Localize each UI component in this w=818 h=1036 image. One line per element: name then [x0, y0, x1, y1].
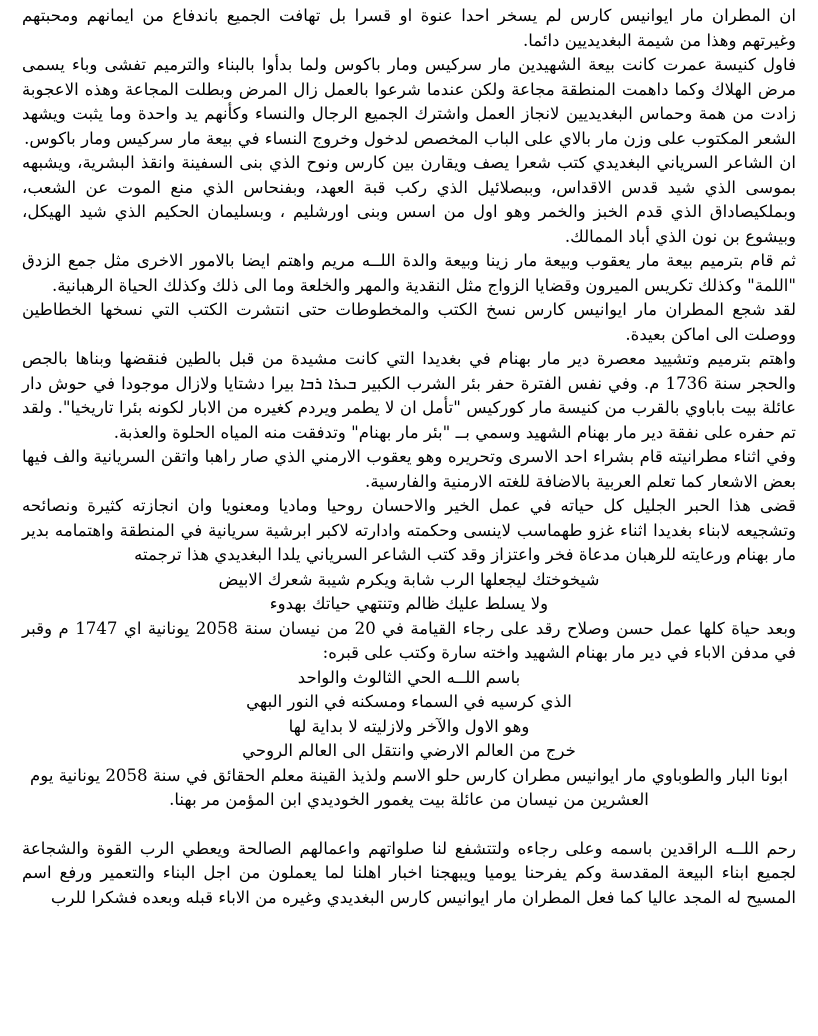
epitaph-line: خرج من العالم الارضي وانتقل الى العالم الروحي	[242, 741, 576, 760]
paragraph-2: فاول كنيسة عمرت كانت بيعة الشهيدين مار سركيس ومار باكوس ولما بدأوا بالبناء والترميم تفشى وباء يسمى مرض الهلاك وكما داهمت المنطقة مجاعة ولكن عندما شرعوا بالعمل زال المرض وبطلت المجاعة وهذه الاعجوبة زادت من همة وحماس البغديديين لانجاز العمل واشترك الجميع الرجال والنساء وكأنهم يد واحدة وما يثبت ويشهد الشعر المكتوب على وزن مار بالاي على الباب المخصص لدخول وخروج النساء في بيعة مار سركيس ومار باكوس.	[22, 55, 796, 148]
poem-line: ولا يسلط عليك ظالم وتنتهي حياتك بهدوء	[269, 594, 549, 613]
paragraph-8: قضى هذا الحبر الجليل كل حياته في عمل الخير والاحسان روحيا وماديا ومعنويا وان انجازته كثيرة ونصائحه وتشجيعه لابناء بغديدا اثناء غزو طهماسب لاينسى وحكمته وادارته لاكبر ابرشية سريانية في المنطقة واهتمامه بدير مار بهنام ورعايته للرهبان مدعاة فخر واعتزاز وقد كتب الشاعر السرياني يلدا البغديدي هذا ترجمته	[22, 496, 796, 564]
paragraph-6: واهتم بترميم وتشييد معصرة دير مار بهنام في بغديدا التي كانت مشيدة من قبل بالطين فنقضها وبناها بالجص والحجر سنة 1736 م. وفي نفس الفترة حفر بئر الشرب الكبير ܒܝܪܐ ܪܒܐ بيرا دشتايا ولازال موجودا في حوش دار عائلة بيت باباوي بالقرب من كنيسة مار كوركيس "تأمل ان لا يطمر ويردم كغيره من الابار لكونه بئرا تاريخيا". ولقد تم حفره على نفقة دير مار بهنام الشهيد وسمي بــ "بئر مار بهنام" وتدفقت منه المياه الحلوة والعذبة.	[22, 349, 796, 442]
paragraph-5: لقد شجع المطران مار ايوانيس كارس نسخ الكتب والمخطوطات حتى انتشرت الكتب التي نسخها الخطاطين ووصلت الى اماكن بعيدة.	[22, 300, 796, 344]
paragraph-spacer	[22, 813, 796, 837]
poem-block	[22, 568, 796, 617]
poem-line: شيخوختك ليجعلها الرب شابة ويكرم شيبة شعرك الابيض	[218, 569, 600, 589]
paragraph-9: وبعد حياة كلها عمل حسن وصلاح رقد على رجاء القيامة في 20 من نيسان سنة 2058 يونانية اي 1747 م وقبر في مدفن الاباء في دير مار بهنام الشهيد واخته سارة وكتب على قبره:	[22, 618, 796, 662]
paragraph-3: ان الشاعر السرياني البغديدي كتب شعرا يصف ويقارن بين كارس ونوح الذي بنى السفينة وانقذ البشرية، ويشبهه بموسى الذي شيد قدس الاقداس، وببصلائيل الذي ركب قبة العهد، وبفنحاس الذي منع الموت عن الشعب، وبملكيصاداق الذي قدم الخبز والخمر وهو اول من اسس وبنى اورشليم ، وبسليمان الحكيم الذي شيد الهيكل، وبيشوع بن نون الذي أباد الممالك.	[22, 153, 796, 246]
epitaph-line: باسم اللــه الحي الثالوث والواحد	[297, 667, 521, 687]
paragraph-10: رحم اللــه الراقدين باسمه وعلى رجاءه ولتتشفع لنا صلواتهم واعمالهم الصالحة ويعطي الرب القوة والشجاعة لجميع ابناء البيعة المقدسة وكم يفرحنا يوميا ويبهجنا اخبار اهلنا لما يعملون من اجل البناء والتعمير ورفع اسم المسيح له المجد عاليا كما فعل المطران مار ايوانيس كارس البغديدي وغيره من الاباء قبله وبعده فشكرا للرب	[22, 838, 797, 907]
paragraph-4: ثم قام بترميم بيعة مار يعقوب وبيعة مار زينا وبيعة والدة اللــه مريم واهتم ايضا بالامور الاخرى مثل جمع الزدق "اللمة" وكذلك تكريس الميرون وقضايا الزواج مثل النقدية والمهر والخلعة وما الى ذلك وكذلك الحياة الرهبانية.	[22, 251, 796, 295]
epitaph-line: الذي كرسيه في السماء ومسكنه في النور البهي	[246, 692, 572, 711]
paragraph-1: ان المطران مار ايوانيس كارس لم يسخر احدا عنوة او قسرا بل تهافت الجميع باندفاع من ايمانهم ومحبتهم وغيرتهم وهذا من شيمة البغديديين دائما.	[22, 6, 796, 50]
paragraph-7: وفي اثناء مطرانيته قام بشراء احد الاسرى وتحريره وهو يعقوب الارمني الذي صار راهبا واتقن السريانية والف فيها بعض الاشعار كما تعلم العربية بالاضافة للغته الارمنية والفارسية.	[22, 447, 796, 491]
epitaph-block	[22, 666, 796, 764]
epitaph-line: وهو الاول والآخر ولازليته لا بداية لها	[288, 716, 530, 736]
epitaph-closing: ابونا البار والطوباوي مار ايوانيس مطران كارس حلو الاسم ولذيذ القينة معلم الحقائق في سنة 2058 يونانية يوم العشرين من نيسان من عائلة بيت يغمور الخوديدي ابن المؤمن مر بهنا.	[29, 765, 789, 809]
